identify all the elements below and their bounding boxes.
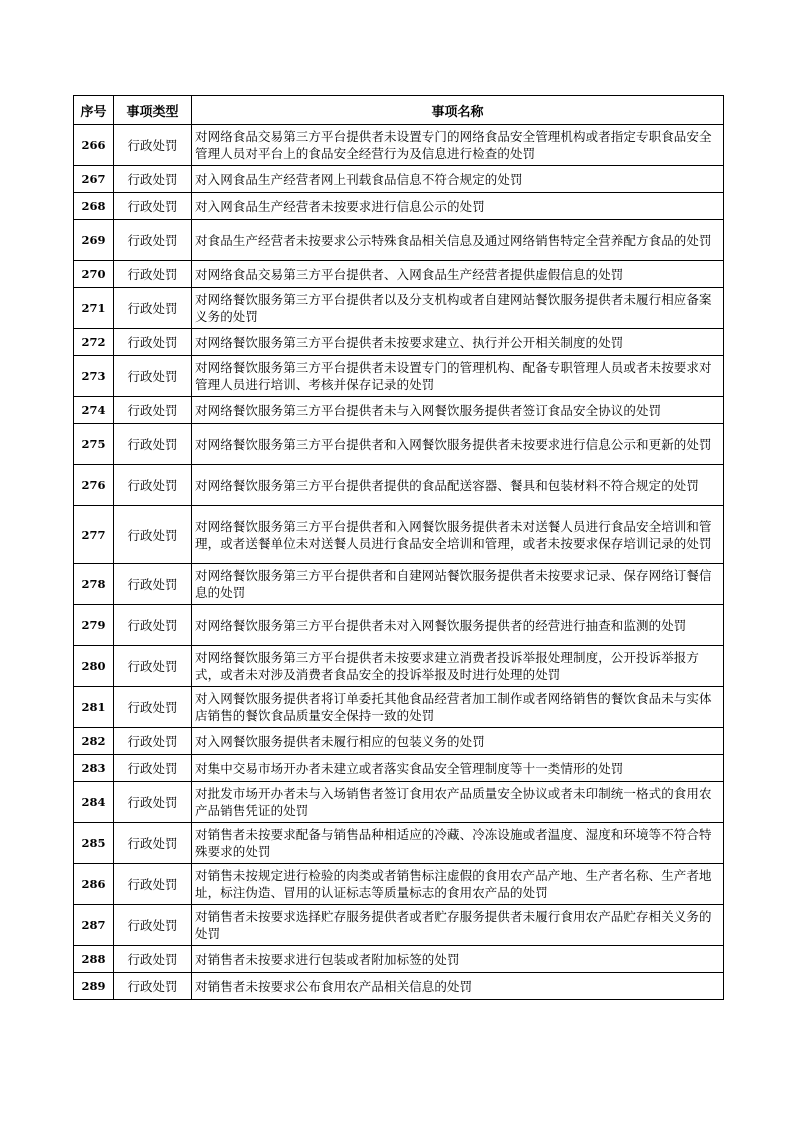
row-index: 282 [74, 728, 114, 755]
table-row [74, 397, 724, 424]
row-name: 对集中交易市场开办者未建立或者落实食品安全管理制度等十一类情形的处罚 [192, 755, 724, 782]
row-name: 对入网餐饮服务提供者未履行相应的包装义务的处罚 [192, 728, 724, 755]
row-type: 行政处罚 [114, 864, 192, 905]
row-index: 276 [74, 465, 114, 506]
row-type: 行政处罚 [114, 125, 192, 166]
row-name: 对网络餐饮服务第三方平台提供者未对入网餐饮服务提供者的经营进行抽查和监测的处罚 [192, 605, 724, 646]
row-type: 行政处罚 [114, 973, 192, 1000]
table-row [74, 288, 724, 329]
row-name: 对入网食品生产经营者未按要求进行信息公示的处罚 [192, 193, 724, 220]
document-page [73, 95, 723, 1000]
header-type: 事项类型 [114, 96, 192, 125]
table-row [74, 864, 724, 905]
row-name: 对网络食品交易第三方平台提供者、入网食品生产经营者提供虚假信息的处罚 [192, 261, 724, 288]
table-row [74, 193, 724, 220]
row-index: 274 [74, 397, 114, 424]
row-name: 对销售者未按要求公布食用农产品相关信息的处罚 [192, 973, 724, 1000]
row-index: 277 [74, 506, 114, 564]
row-index: 278 [74, 564, 114, 605]
table-row [74, 605, 724, 646]
row-name: 对网络餐饮服务第三方平台提供者和自建网站餐饮服务提供者未按要求记录、保存网络订餐信息的处罚 [192, 564, 724, 605]
row-type: 行政处罚 [114, 424, 192, 465]
row-type: 行政处罚 [114, 261, 192, 288]
row-type: 行政处罚 [114, 193, 192, 220]
table-row [74, 946, 724, 973]
table-row [74, 329, 724, 356]
table-row [74, 823, 724, 864]
table-row [74, 424, 724, 465]
row-type: 行政处罚 [114, 220, 192, 261]
row-index: 287 [74, 905, 114, 946]
row-name: 对网络餐饮服务第三方平台提供者未按要求建立消费者投诉举报处理制度，公开投诉举报方式，或者未对涉及消费者食品安全的投诉举报及时进行处理的处罚 [192, 646, 724, 687]
row-type: 行政处罚 [114, 823, 192, 864]
row-index: 285 [74, 823, 114, 864]
row-index: 286 [74, 864, 114, 905]
row-type: 行政处罚 [114, 728, 192, 755]
row-name: 对销售者未按要求进行包装或者附加标签的处罚 [192, 946, 724, 973]
table-row [74, 905, 724, 946]
row-index: 283 [74, 755, 114, 782]
table-row [74, 564, 724, 605]
row-index: 284 [74, 782, 114, 823]
row-type: 行政处罚 [114, 506, 192, 564]
row-name: 对网络餐饮服务第三方平台提供者和入网餐饮服务提供者未按要求进行信息公示和更新的处罚 [192, 424, 724, 465]
row-type: 行政处罚 [114, 166, 192, 193]
row-type: 行政处罚 [114, 356, 192, 397]
row-index: 271 [74, 288, 114, 329]
table-row [74, 728, 724, 755]
table-row [74, 261, 724, 288]
table-row [74, 166, 724, 193]
row-index: 288 [74, 946, 114, 973]
row-type: 行政处罚 [114, 755, 192, 782]
row-index: 280 [74, 646, 114, 687]
row-name: 对批发市场开办者未与入场销售者签订食用农产品质量安全协议或者未印制统一格式的食用农产品销售凭证的处罚 [192, 782, 724, 823]
row-name: 对入网餐饮服务提供者将订单委托其他食品经营者加工制作或者网络销售的餐饮食品未与实体店销售的餐饮食品质量安全保持一致的处罚 [192, 687, 724, 728]
table-row [74, 755, 724, 782]
row-name: 对网络餐饮服务第三方平台提供者提供的食品配送容器、餐具和包装材料不符合规定的处罚 [192, 465, 724, 506]
row-type: 行政处罚 [114, 687, 192, 728]
row-type: 行政处罚 [114, 288, 192, 329]
table-body [74, 125, 724, 1000]
row-index: 272 [74, 329, 114, 356]
row-name: 对网络餐饮服务第三方平台提供者和入网餐饮服务提供者未对送餐人员进行食品安全培训和管理，或者送餐单位未对送餐人员进行食品安全培训和管理，或者未按要求保存培训记录的处罚 [192, 506, 724, 564]
row-type: 行政处罚 [114, 329, 192, 356]
row-index: 275 [74, 424, 114, 465]
row-name: 对网络食品交易第三方平台提供者未设置专门的网络食品安全管理机构或者指定专职食品安全管理人员对平台上的食品安全经营行为及信息进行检查的处罚 [192, 125, 724, 166]
table-row [74, 973, 724, 1000]
row-name: 对销售未按规定进行检验的肉类或者销售标注虚假的食用农产品产地、生产者名称、生产者地址，标注伪造、冒用的认证标志等质量标志的食用农产品的处罚 [192, 864, 724, 905]
row-name: 对网络餐饮服务第三方平台提供者以及分支机构或者自建网站餐饮服务提供者未履行相应备案义务的处罚 [192, 288, 724, 329]
row-type: 行政处罚 [114, 605, 192, 646]
matters-table [73, 95, 724, 1000]
row-type: 行政处罚 [114, 782, 192, 823]
row-index: 267 [74, 166, 114, 193]
header-index: 序号 [74, 96, 114, 125]
row-name: 对销售者未按要求选择贮存服务提供者或者贮存服务提供者未履行食用农产品贮存相关义务的处罚 [192, 905, 724, 946]
table-row [74, 646, 724, 687]
table-header-row [74, 96, 724, 125]
table-row [74, 125, 724, 166]
row-type: 行政处罚 [114, 564, 192, 605]
row-index: 273 [74, 356, 114, 397]
row-name: 对网络餐饮服务第三方平台提供者未按要求建立、执行并公开相关制度的处罚 [192, 329, 724, 356]
row-index: 270 [74, 261, 114, 288]
table-row [74, 465, 724, 506]
row-name: 对网络餐饮服务第三方平台提供者未与入网餐饮服务提供者签订食品安全协议的处罚 [192, 397, 724, 424]
row-index: 289 [74, 973, 114, 1000]
row-index: 269 [74, 220, 114, 261]
row-index: 268 [74, 193, 114, 220]
row-index: 281 [74, 687, 114, 728]
table-row [74, 220, 724, 261]
row-type: 行政处罚 [114, 397, 192, 424]
table-row [74, 506, 724, 564]
row-name: 对入网食品生产经营者网上刊载食品信息不符合规定的处罚 [192, 166, 724, 193]
row-name: 对食品生产经营者未按要求公示特殊食品相关信息及通过网络销售特定全营养配方食品的处罚 [192, 220, 724, 261]
row-index: 266 [74, 125, 114, 166]
header-name: 事项名称 [192, 96, 724, 125]
table-row [74, 356, 724, 397]
table-row [74, 687, 724, 728]
row-type: 行政处罚 [114, 646, 192, 687]
row-index: 279 [74, 605, 114, 646]
row-type: 行政处罚 [114, 465, 192, 506]
row-name: 对销售者未按要求配备与销售品种相适应的冷藏、冷冻设施或者温度、湿度和环境等不符合特殊要求的处罚 [192, 823, 724, 864]
row-type: 行政处罚 [114, 946, 192, 973]
row-name: 对网络餐饮服务第三方平台提供者未设置专门的管理机构、配备专职管理人员或者未按要求对管理人员进行培训、考核并保存记录的处罚 [192, 356, 724, 397]
table-row [74, 782, 724, 823]
row-type: 行政处罚 [114, 905, 192, 946]
